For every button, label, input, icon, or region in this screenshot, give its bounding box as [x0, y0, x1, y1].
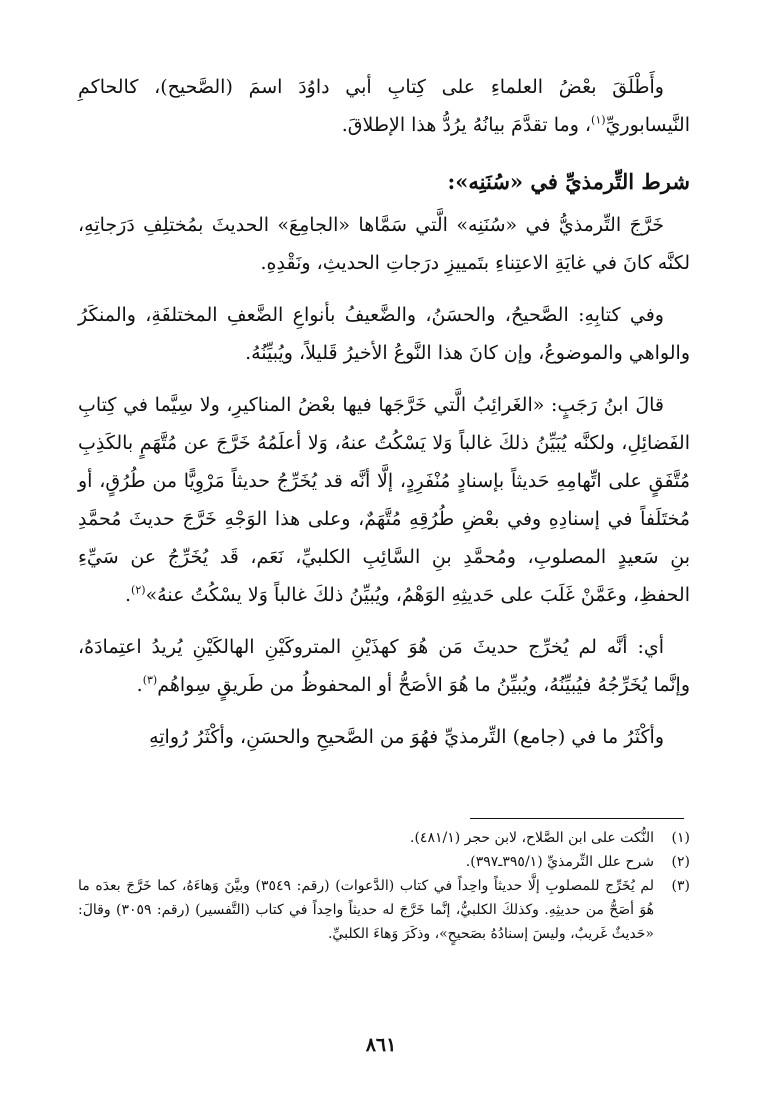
footnote-text: لم يُخَرِّج للمصلوبِ إلَّا حديثاً واحِداً في كتاب (الدَّعوات) (رقم: ٣٥٤٩) وبيَّنَ وَهاءَهُ، كما خَرَّجَ بعدَه ما هُوَ أصَحُّ من حديثِهِ. وكذلكَ الكلبيُّ، إنَّما خَرَّجَ له حديثاً واحِداً في كتاب (التَّفسير) (رقم: ٣٠٥٩) وقالَ: «حَديثٌ غَريبٌ، وليسَ إسنادُهُ بصَحيحٍ»، وذكَرَ وَهاءَ الكلبيِّ. — [78, 878, 654, 942]
paragraph-5-text: أي: أنَّه لم يُخرِّج حديثَ مَن هُوَ كهذَيْنِ المتروكَيْنِ الهالكَيْنِ يُريدُ اعتِمادَهُ، وإنَّما يُخَرِّجُهُ فيُبيِّنُهُ، ويُبيِّنُ ما هُوَ الأصَحُّ أو المحفوظُ من طَريقٍ سِواهُم — [78, 636, 690, 696]
paragraph-6: وأكْثَرُ ما في (جامع) التِّرمذيِّ فهُوَ من الصَّحيحِ والحسَنِ، وأكْثَرُ رُواتِهِ — [149, 726, 664, 748]
footnote-ref-1[interactable]: (١) — [591, 113, 606, 127]
footnote-ref-3[interactable]: (٣) — [142, 673, 158, 687]
footnote-2 — [78, 850, 690, 874]
footnote-number: (٣) — [671, 878, 690, 894]
footnotes — [78, 826, 690, 946]
paragraph-3: وفي كتابِهِ: الصَّحيحُ، والحسَنُ، والضَّعيفُ بأنواعِ الضَّعفِ المختلفَةِ، والمنكَرُ والواهي والموضوعُ، وإن كانَ هذا النَّوعُ الأخيرُ قَليلاً، ويُبيِّنُهُ. — [78, 304, 690, 364]
paragraph-1-tail: ، وما تقدَّمَ بيانُهُ يرُدُّ هذا الإطلاقَ. — [341, 114, 592, 136]
paragraph-4-tail: . — [125, 584, 132, 606]
paragraph-5-tail: . — [136, 674, 143, 696]
footnote-number: (٢) — [671, 854, 690, 870]
footnote-ref-2[interactable]: (٢) — [131, 583, 146, 597]
paragraph-5 — [78, 628, 690, 704]
section-heading: شرط التِّرمذيِّ في «سُنَنِه»: — [447, 169, 690, 194]
footnote-number: (١) — [671, 830, 690, 846]
footnote-text: النُّكت على ابن الصَّلاح، لابن حجر (٤٨١/١). — [410, 830, 654, 846]
page-body — [78, 68, 690, 770]
footnote-divider — [470, 818, 684, 819]
paragraph-1-text: وأَطْلَقَ بعْضُ العلماءِ على كِتابِ أبي داوُدَ اسمَ (الصَّحيح)، كالحاكمِ النَّيسابوريِّ — [78, 76, 690, 136]
paragraph-4 — [78, 386, 690, 614]
footnote-text: شرح علل التِّرمذيِّ (٣٩٥/١ـ٣٩٧). — [465, 854, 654, 870]
paragraph-2: خَرَّجَ التِّرمذيُّ في «سُنَنِه» الَّتي سَمَّاها «الجامِعَ» الحديثَ بمُختلِفِ دَرَجاتِهِ، لكنَّه كانَ في غايَةِ الاعتِناءِ بتَمييزِ درَجاتِ الحديثِ، ونَقْدِهِ. — [78, 214, 690, 274]
footnote-3 — [78, 874, 690, 946]
page-number: ٨٦١ — [365, 1034, 397, 1056]
footnote-1 — [78, 826, 690, 850]
paragraph-4-text: قالَ ابنُ رَجَبٍ: «الغَرائِبُ الَّتي خَرَّجَها فيها بعْضُ المناكيرِ، ولا سِيَّما في كِتابِ الفَضائِلِ، ولكنَّه يُبَيِّنُ ذلكَ غالباً وَلا يَسْكُتُ عنهُ، وَلا أعلَمُهُ خَرَّجَ عن مُتَّهَمٍ بالكَذِبِ مُتَّفَقٍ على اتِّهامِهِ حَديثاً بإسنادٍ مُنْفَرِدٍ، إلَّا أنَّه قد يُخَرِّجُ حديثاً مَرْوِيًّا من طُرُقٍ، أو مُختَلَفاً في إسنادِهِ وفي بعْضِ طُرُقِهِ مُتَّهَمٌ، وعلى هذا الوَجْهِ خَرَّجَ حديثَ مُحمَّدِ بنِ سَعيدٍ المصلوبِ، ومُحمَّدِ بنِ السَّائِبِ الكلبيِّ، نَعَم، قَد يُخَرِّجُ عن سَيِّءِ الحفظِ، وعَمَّنْ غَلَبَ على حَديثِهِ الوَهْمُ، ويُبيِّنُ ذلكَ غالباً وَلا يسْكُتُ عنهُ» — [78, 394, 690, 606]
paragraph-1 — [78, 68, 690, 144]
